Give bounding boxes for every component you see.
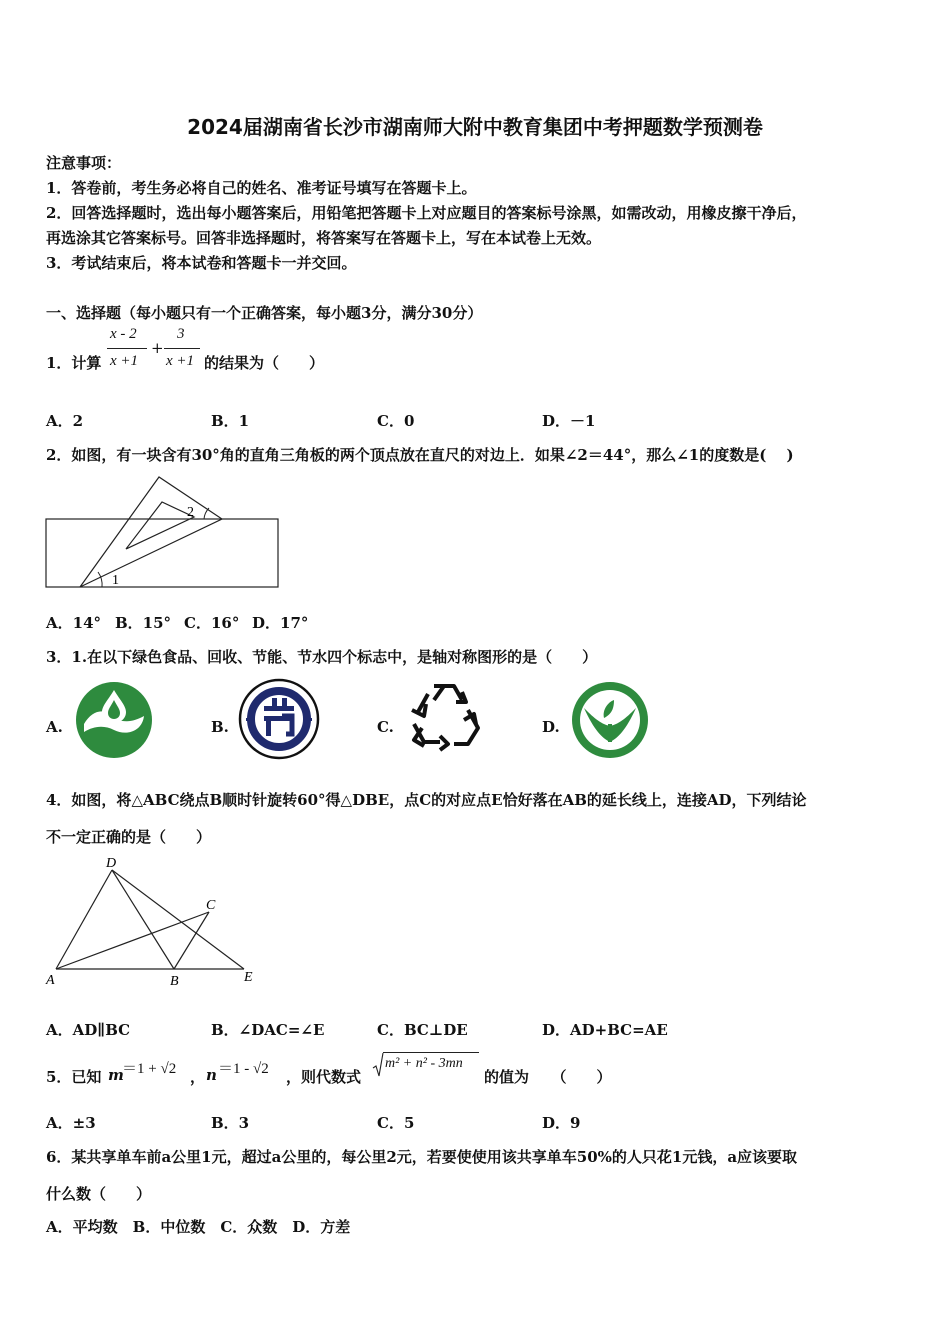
- q2-option-b[interactable]: B．15°: [115, 614, 172, 632]
- q4-text-line2: 不一定正确的是（ ）: [46, 828, 212, 846]
- q5-option-c[interactable]: C．5: [377, 1114, 415, 1132]
- q1-frac2-denominator: x +1: [166, 353, 195, 369]
- q5-m-var: m: [108, 1066, 124, 1084]
- point-d-label: D: [106, 856, 117, 871]
- q5-radicand: m² + n² - 3mn: [385, 1056, 463, 1071]
- q2-figure: [44, 472, 284, 592]
- notice-item-3: 3．考试结束后，将本试卷和答题卡一并交回。: [46, 254, 357, 272]
- q5-option-d[interactable]: D．9: [542, 1114, 581, 1132]
- q3-text: 3．1.在以下绿色食品、回收、节能、节水四个标志中，是轴对称图形的是（ ）: [46, 648, 598, 666]
- page-title: 2024届湖南省长沙市湖南师大附中教育集团中考押题数学预测卷: [187, 115, 763, 139]
- notice-item-1: 1．答卷前，考生务必将自己的姓名、准考证号填写在答题卡上。: [46, 179, 477, 197]
- energy-saving-logo-icon: [238, 678, 320, 760]
- q1-prefix: 1．计算: [46, 354, 102, 372]
- radical-bar: [383, 1052, 479, 1053]
- q4-option-b[interactable]: B．∠DAC=∠E: [211, 1021, 325, 1039]
- angle-2-label: 2: [187, 505, 194, 520]
- line-ad: [56, 870, 112, 969]
- q5-suffix: 的值为 （ ）: [484, 1068, 612, 1086]
- q1-frac1-bar: [107, 348, 147, 349]
- q2-text: 2．如图，有一块含有30°角的直角三角板的两个顶点放在直尺的对边上．如果∠2＝44°，那么∠1的度数是( ): [46, 446, 794, 464]
- q1-frac1-numerator: x - 2: [110, 326, 137, 342]
- q5-mid-text: ，则代数式: [286, 1068, 362, 1086]
- q5-option-b[interactable]: B．3: [211, 1114, 250, 1132]
- q4-option-d[interactable]: D．AD+BC=AE: [542, 1021, 668, 1039]
- line-ac: [56, 912, 209, 969]
- q5-option-a[interactable]: A．±3: [46, 1114, 96, 1132]
- ruler-shape: [46, 519, 278, 587]
- q4-figure: [44, 852, 264, 992]
- q5-comma: ，: [190, 1068, 206, 1086]
- notice-heading: 注意事项：: [46, 154, 122, 172]
- q3-option-d[interactable]: D.: [542, 718, 560, 736]
- q3-option-a[interactable]: A.: [46, 718, 63, 736]
- q5-prefix: 5．已知: [46, 1068, 102, 1086]
- angle-1-label: 1: [112, 573, 119, 588]
- q1-frac2-bar: [164, 348, 200, 349]
- green-food-logo-icon: [570, 680, 650, 760]
- recycle-logo-icon: [404, 680, 486, 760]
- q3-option-b[interactable]: B.: [211, 718, 229, 736]
- angle-1-arc: [98, 572, 102, 587]
- q1-option-d[interactable]: D．－1: [542, 412, 596, 430]
- q6-text-line1: 6．某共享单车前a公里1元，超过a公里的，每公里2元，若要使使用该共享单车50%的人只花1元钱，a应该要取: [46, 1148, 798, 1166]
- line-de: [112, 870, 244, 969]
- point-b-label: B: [170, 974, 179, 989]
- notice-item-2-cont: 再选涂其它答案标号。回答非选择题时，将答案写在答题卡上，写在本试卷上无效。: [46, 229, 602, 247]
- q1-suffix: 的结果为（ ）: [204, 354, 325, 372]
- q4-option-c[interactable]: C．BC⊥DE: [377, 1021, 468, 1039]
- water-drop-logo-icon: [74, 680, 154, 760]
- radical-sign-icon: [372, 1052, 384, 1078]
- section-heading: 一、选择题（每小题只有一个正确答案，每小题3分，满分30分）: [46, 304, 483, 322]
- point-e-label: E: [244, 970, 253, 985]
- q6-options[interactable]: A．平均数 B．中位数 C．众数 D．方差: [46, 1218, 351, 1236]
- q4-option-a[interactable]: A．AD∥BC: [46, 1021, 131, 1039]
- q1-plus: +: [151, 339, 164, 357]
- q2-option-c[interactable]: C．16°: [184, 614, 240, 632]
- q1-option-a[interactable]: A．2: [46, 412, 84, 430]
- q3-option-c[interactable]: C.: [377, 718, 394, 736]
- triangle-outer-shape: [80, 477, 222, 587]
- point-c-label: C: [206, 898, 216, 913]
- q5-n-expr: ＝1 - √2: [218, 1061, 269, 1077]
- q2-option-d[interactable]: D．17°: [252, 614, 309, 632]
- q1-option-b[interactable]: B．1: [211, 412, 250, 430]
- q4-text-line1: 4．如图，将△ABC绕点B顺时针旋转60°得△DBE，点C的对应点E恰好落在AB的延长线上，连接AD，下列结论: [46, 791, 807, 809]
- q1-frac1-denominator: x +1: [110, 353, 139, 369]
- q2-option-a[interactable]: A．14°: [46, 614, 102, 632]
- line-db: [112, 870, 174, 969]
- q5-m-expr: ＝1 + √2: [122, 1061, 177, 1077]
- q1-option-c[interactable]: C．0: [377, 412, 415, 430]
- notice-item-2: 2．回答选择题时，选出每小题答案后，用铅笔把答题卡上对应题目的答案标号涂黑，如需改动，用橡皮擦干净后，: [46, 204, 807, 222]
- q1-frac2-numerator: 3: [177, 326, 185, 342]
- q6-text-line2: 什么数（ ）: [46, 1185, 152, 1203]
- q5-n-var: n: [206, 1066, 217, 1084]
- point-a-label: A: [46, 973, 55, 988]
